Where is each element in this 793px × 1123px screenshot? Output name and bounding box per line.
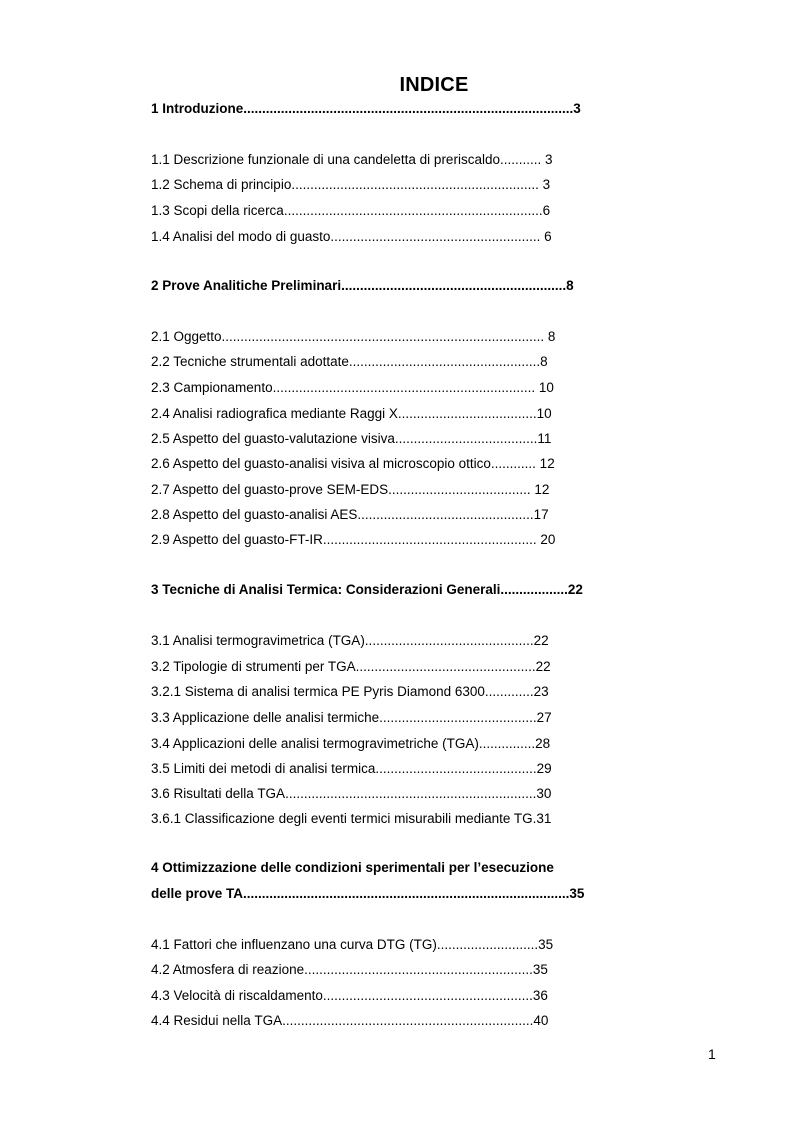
toc-entry-2-8: 2.8 Aspetto del guasto-analisi AES...............................................17	[151, 507, 549, 522]
toc-entry-2-1: 2.1 Oggetto...................................................................................... 8	[151, 329, 556, 344]
toc-entry-3-2-1: 3.2.1 Sistema di analisi termica PE Pyris Diamond 6300.............23	[151, 684, 549, 699]
toc-entry-3-6: 3.6 Risultati della TGA...................................................................30	[151, 786, 552, 801]
toc-entry-4-cont: delle prove TA.......................................................................................35	[151, 886, 585, 901]
toc-entry-3-6-1: 3.6.1 Classificazione degli eventi termici misurabili mediante TG.31	[151, 811, 552, 826]
toc-entry-4-1: 4.1 Fattori che influenzano una curva DTG (TG)...........................35	[151, 937, 554, 952]
toc-entry-2-3: 2.3 Campionamento...................................................................... 10	[151, 380, 554, 395]
toc-entry-4: 4 Ottimizzazione delle condizioni sperimentali per l’esecuzione	[151, 860, 554, 875]
toc-entry-1-3: 1.3 Scopi della ricerca.....................................................................6	[151, 203, 551, 218]
toc-entry-4-4: 4.4 Residui nella TGA...................................................................40	[151, 1013, 549, 1028]
toc-entry-4-2: 4.2 Atmosfera di reazione.............................................................35	[151, 962, 548, 977]
toc-entry-2-9: 2.9 Aspetto del guasto-FT-IR......................................................... 20	[151, 532, 556, 547]
toc-entry-3-3: 3.3 Applicazione delle analisi termiche..........................................27	[151, 710, 552, 725]
toc-entry-3-4: 3.4 Applicazioni delle analisi termogravimetriche (TGA)...............28	[151, 736, 551, 751]
toc-entry-1-2: 1.2 Schema di principio.................................................................. 3	[151, 177, 551, 192]
toc-entry-1-1: 1.1 Descrizione funzionale di una candeletta di preriscaldo........... 3	[151, 152, 553, 167]
toc-entry-2-6: 2.6 Aspetto del guasto-analisi visiva al microscopio ottico............ 12	[151, 456, 555, 471]
toc-entry-2: 2 Prove Analitiche Preliminari............................................................8	[151, 278, 574, 293]
toc-entry-2-2: 2.2 Tecniche strumentali adottate...................................................8	[151, 354, 548, 369]
toc-entry-3-2: 3.2 Tipologie di strumenti per TGA................................................22	[151, 659, 551, 674]
page-number: 1	[708, 1046, 716, 1062]
toc-entry-2-4: 2.4 Analisi radiografica mediante Raggi X.....................................10	[151, 406, 552, 421]
toc-entry-4-3: 4.3 Velocità di riscaldamento........................................................36	[151, 988, 548, 1003]
toc-entry-2-5: 2.5 Aspetto del guasto-valutazione visiva......................................11	[151, 431, 552, 446]
toc-entry-3-1: 3.1 Analisi termogravimetrica (TGA).............................................22	[151, 633, 549, 648]
toc-entry-2-7: 2.7 Aspetto del guasto-prove SEM-EDS...................................... 12	[151, 482, 550, 497]
toc-entry-1: 1 Introduzione........................................................................................3	[151, 101, 581, 116]
toc-title: INDICE	[399, 74, 469, 96]
toc-entry-1-4: 1.4 Analisi del modo di guasto........................................................ 6	[151, 229, 552, 244]
toc-entry-3-5: 3.5 Limiti dei metodi di analisi termica...........................................29	[151, 761, 552, 776]
toc-entry-3: 3 Tecniche di Analisi Termica: Considerazioni Generali..................22	[151, 582, 583, 597]
